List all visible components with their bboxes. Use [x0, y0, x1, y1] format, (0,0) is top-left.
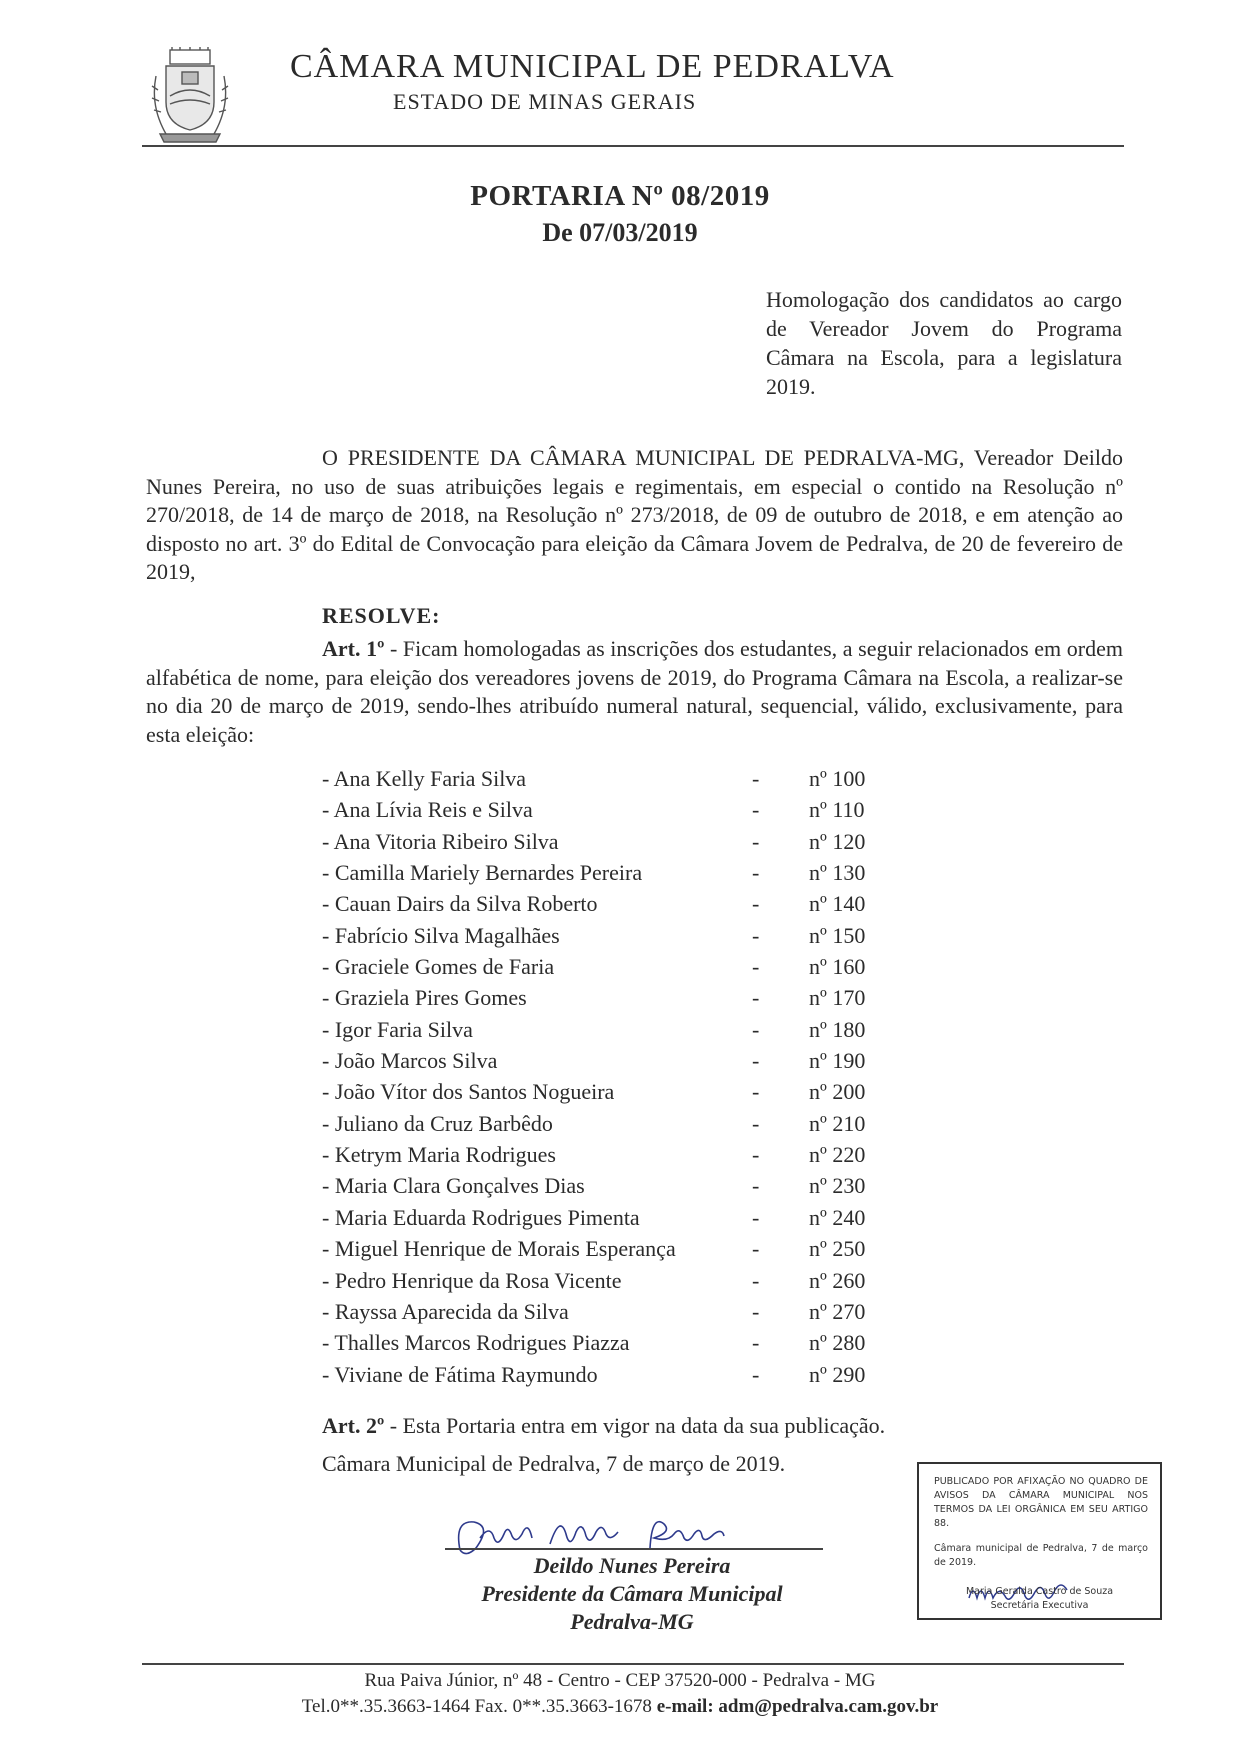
- candidate-row: [322, 1297, 882, 1328]
- candidate-number: nº 170: [809, 985, 866, 1011]
- stamp-text: PUBLICADO POR AFIXAÇÃO NO QUADRO DE AVISOS DA CÂMARA MUNICIPAL NOS TERMOS DA LEI ORGÂNICA EM SEU ARTIGO 88.: [934, 1476, 1148, 1529]
- candidate-separator: -: [752, 766, 760, 791]
- candidate-number: nº 160: [809, 954, 866, 980]
- signer-role: Presidente da Câmara Municipal: [481, 1581, 783, 1606]
- candidate-name: - João Vítor dos Santos Nogueira: [322, 1079, 615, 1105]
- footer-divider: [142, 1663, 1124, 1665]
- candidate-number: nº 230: [809, 1173, 866, 1199]
- publication-stamp: [917, 1462, 1162, 1620]
- article-1-label: Art. 1º: [322, 636, 385, 661]
- candidate-row: [322, 827, 882, 858]
- preamble: O PRESIDENTE DA CÂMARA MUNICIPAL DE PEDRALVA-MG, Vereador Deildo Nunes Pereira, no uso de suas atribuições legais e regimentais, em especial o contido na Resolução nº 270/2018, de 14 de março de 2018, na Resolução nº 273/2018, de 09 de outubro de 2018, e em atenção ao disposto no art. 3º do Edital de Convocação para eleição da Câmara Jovem de Pedralva, de 20 de fevereiro de 2019,: [146, 445, 1123, 584]
- candidate-row: [322, 1046, 882, 1077]
- candidate-name: - Miguel Henrique de Morais Esperança: [322, 1236, 676, 1262]
- header-title: CÂMARA MUNICIPAL DE PEDRALVA: [290, 48, 895, 85]
- candidate-separator: -: [752, 1330, 760, 1356]
- stamp-date: Câmara municipal de Pedralva, 7 de março de 2019.: [934, 1543, 1148, 1568]
- candidate-separator: -: [752, 1173, 760, 1199]
- candidate-separator: -: [752, 954, 760, 980]
- candidate-number: nº 120: [809, 828, 866, 854]
- stamp-signer: Maria Geralda Castro de Souza: [965, 1586, 1114, 1597]
- ementa: Homologação dos candidatos ao cargo de Vereador Jovem do Programa Câmara na Escola, para a legislatura 2019.: [766, 287, 1122, 399]
- candidate-number: nº 110: [809, 797, 865, 823]
- candidate-row: [322, 1171, 882, 1202]
- candidate-row: [322, 889, 882, 920]
- candidate-name: - Ana Lívia Reis e Silva: [322, 797, 533, 823]
- candidate-name: - Ketrym Maria Rodrigues: [322, 1142, 556, 1168]
- candidate-name: - Viviane de Fátima Raymundo: [322, 1361, 598, 1387]
- signer-name: Deildo Nunes Pereira: [533, 1553, 731, 1578]
- candidate-number: nº 220: [809, 1142, 866, 1168]
- document-date: De 07/03/2019: [542, 218, 698, 247]
- footer-contacts: [0, 1696, 1240, 1718]
- candidate-separator: -: [752, 1048, 760, 1074]
- candidate-name: - Thalles Marcos Rodrigues Piazza: [322, 1330, 630, 1356]
- header-subtitle: ESTADO DE MINAS GERAIS: [393, 89, 697, 114]
- candidate-separator: -: [752, 985, 760, 1011]
- candidate-number: nº 290: [809, 1361, 866, 1387]
- candidate-row: [322, 858, 882, 889]
- candidate-row: [322, 764, 882, 795]
- candidate-number: nº 280: [809, 1330, 866, 1356]
- candidate-separator: -: [752, 1142, 760, 1168]
- document-title: PORTARIA Nº 08/2019: [470, 180, 770, 212]
- candidate-number: nº 210: [809, 1110, 866, 1136]
- candidate-separator: -: [752, 891, 760, 917]
- candidate-row: [322, 1077, 882, 1108]
- candidate-number: nº 240: [809, 1204, 866, 1230]
- article-1-text: - Ficam homologadas as inscrições dos estudantes, a seguir relacionados em ordem alfabética de nome, para eleição dos vereadores jovens de 2019, do Programa Câmara na Escola, a realizar-se no dia 20 de março de 2019, sendo-lhes atribuído numeral natural, sequencial, válido, exclusivamente, para esta eleição:: [146, 636, 1123, 747]
- footer-email[interactable]: e-mail: adm@pedralva.cam.gov.br: [656, 1696, 939, 1717]
- candidate-number: nº 150: [809, 922, 866, 948]
- candidate-row: [322, 1015, 882, 1046]
- candidate-number: nº 180: [809, 1016, 866, 1042]
- footer-phones: Tel.0**.35.3663-1464 Fax. 0**.35.3663-1678: [301, 1696, 652, 1717]
- candidate-name: - Graziela Pires Gomes: [322, 985, 527, 1011]
- candidate-number: nº 260: [809, 1267, 866, 1293]
- candidate-number: nº 100: [809, 766, 866, 791]
- candidate-separator: -: [752, 1016, 760, 1042]
- candidate-name: - João Marcos Silva: [322, 1048, 498, 1074]
- candidate-separator: -: [752, 1079, 760, 1105]
- candidate-name: - Fabrício Silva Magalhães: [322, 922, 560, 948]
- candidate-number: nº 140: [809, 891, 866, 917]
- candidate-number: nº 200: [809, 1079, 866, 1105]
- signer-place: Pedralva-MG: [570, 1609, 694, 1634]
- candidate-row: [322, 983, 882, 1014]
- candidate-row: [322, 1109, 882, 1140]
- candidate-separator: -: [752, 922, 760, 948]
- candidate-name: - Igor Faria Silva: [322, 1016, 473, 1042]
- candidate-name: - Rayssa Aparecida da Silva: [322, 1298, 569, 1324]
- candidate-separator: -: [752, 860, 760, 886]
- candidate-separator: -: [752, 1236, 760, 1262]
- candidate-number: nº 130: [809, 860, 866, 886]
- candidate-row: [322, 1360, 882, 1391]
- candidate-separator: -: [752, 797, 760, 823]
- candidate-row: [322, 795, 882, 826]
- candidate-separator: -: [752, 1298, 760, 1324]
- candidate-name: - Graciele Gomes de Faria: [322, 954, 555, 980]
- article-2-label: Art. 2º: [322, 1413, 385, 1438]
- candidate-separator: -: [752, 1110, 760, 1136]
- candidate-name: - Maria Eduarda Rodrigues Pimenta: [322, 1204, 640, 1230]
- candidate-row: [322, 1234, 882, 1265]
- candidate-row: [322, 1203, 882, 1234]
- closing-line: Câmara Municipal de Pedralva, 7 de março de 2019.: [322, 1451, 786, 1476]
- candidate-separator: -: [752, 828, 760, 854]
- candidate-separator: -: [752, 1267, 760, 1293]
- resolve-heading: RESOLVE:: [322, 603, 441, 628]
- candidate-row: [322, 1266, 882, 1297]
- candidate-number: nº 250: [809, 1236, 866, 1262]
- footer-address: Rua Paiva Júnior, nº 48 - Centro - CEP 37520-000 - Pedralva - MG: [364, 1670, 876, 1691]
- candidate-separator: -: [752, 1361, 760, 1387]
- candidate-separator: -: [752, 1204, 760, 1230]
- handwritten-signature: [440, 1508, 840, 1558]
- signature-line: [445, 1548, 823, 1550]
- candidate-name: - Camilla Mariely Bernardes Pereira: [322, 860, 643, 886]
- candidate-name: - Pedro Henrique da Rosa Vicente: [322, 1267, 622, 1293]
- candidate-name: - Cauan Dairs da Silva Roberto: [322, 891, 598, 917]
- candidate-name: - Maria Clara Gonçalves Dias: [322, 1173, 585, 1199]
- candidate-number: nº 270: [809, 1298, 866, 1324]
- candidate-number: nº 190: [809, 1048, 866, 1074]
- candidate-row: [322, 1140, 882, 1171]
- article-2-text: - Esta Portaria entra em vigor na data da sua publicação.: [384, 1413, 886, 1438]
- candidate-row: [322, 1328, 882, 1359]
- candidate-name: - Ana Kelly Faria Silva: [322, 766, 527, 791]
- header-divider: [142, 145, 1124, 147]
- stamp-signer-role: Secretária Executiva: [990, 1600, 1089, 1611]
- candidate-row: [322, 952, 882, 983]
- candidate-name: - Juliano da Cruz Barbêdo: [322, 1110, 553, 1136]
- coat-of-arms-icon: [148, 46, 232, 146]
- candidate-list: [322, 764, 882, 1391]
- article-2: [322, 1413, 885, 1439]
- candidate-name: - Ana Vitoria Ribeiro Silva: [322, 828, 559, 854]
- article-1: [146, 635, 1123, 749]
- candidate-row: [322, 921, 882, 952]
